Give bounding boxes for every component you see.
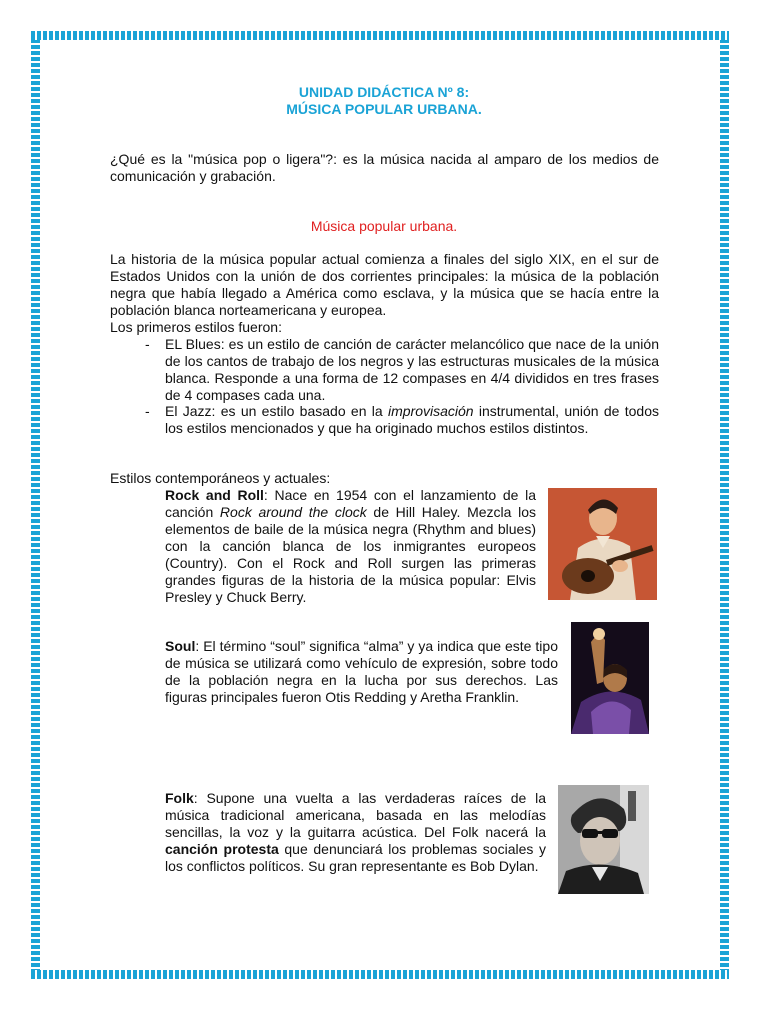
jazz-item [165,403,659,437]
unit-title: UNIDAD DIDÁCTICA Nº 8: [298,84,470,100]
rock-name: Rock and Roll [165,487,264,503]
folk-protest-song: canción protesta [165,841,279,857]
folk-text: : Supone una vuelta a las verdaderas raíces de la música tradicional americana, basada en las melodías sencillas, la voz y la guitarra acústica. Del Folk nacerá la [165,790,546,840]
rock-song: Rock around the clock [219,504,367,520]
list-bullet: - [145,403,150,419]
aretha-photo [571,622,649,734]
blues-item: EL Blues: es un estilo de canción de carácter melancólico que nace de la unión de los cantos de trabajo de los negros y las estructuras musicales de la música blanca. Responde a una forma de 12 compases en 4/4 divididos en tres frases de 4 compases cada una. [165,336,659,403]
rock-paragraph [165,487,536,606]
section-heading: Música popular urbana. [310,218,458,234]
history-paragraph: La historia de la música popular actual comienza a finales del siglo XIX, en el sur de Estados Unidos con la unión de dos corrientes principales: la música de la población negra que había llegado a América como esclava, y la música que se hacía entre la población blanca norteamericana y europea. [110,251,659,318]
soul-text: : El término “soul” significa “alma” y ya indica que este tipo de música se utilizará como vehículo de expresión, sobre todo de la población negra en la lucha por sus derechos. Las figuras principales fueron Otis Redding y Aretha Franklin. [165,638,558,705]
rock-text: : Nace en 1954 con el lanzamiento de la canción [165,487,536,520]
elvis-photo [548,488,657,600]
aretha-illustration [571,622,649,734]
intro-paragraph: ¿Qué es la "música pop o ligera"?: es la música nacida al amparo de los medios de comunicación y grabación. [110,151,659,184]
elvis-illustration [548,488,657,600]
dylan-photo [558,785,649,894]
soul-name: Soul [165,638,196,654]
soul-paragraph [165,638,558,706]
unit-subtitle: MÚSICA POPULAR URBANA. [286,101,482,117]
folk-paragraph [165,790,546,875]
first-styles-label: Los primeros estilos fueron: [110,319,282,335]
jazz-italic: improvisación [387,403,474,419]
jazz-text-end: instrumental, unión de todos los estilos mencionados y que ha originado muchos estilos distintos. [165,403,660,436]
folk-name: Folk [165,790,194,806]
jazz-text: El Jazz: es un estilo basado en la [165,403,388,419]
dylan-illustration [558,785,649,894]
folk-text-end: que denunciará los problemas sociales y los conflictos políticos. Su gran representante es Bob Dylan. [165,841,546,874]
rock-text-end: de Hill Haley. Mezcla los elementos de baile de la música negra (Rhythm and blues) con la canción blanca de los inmigrantes europeos (Country). Con el Rock and Roll surgen las primeras grandes figuras de la historia de la música popular: Elvis Presley y Chuck Berry. [165,504,536,605]
contemporary-label: Estilos contemporáneos y actuales: [110,470,331,486]
list-bullet: - [145,336,150,352]
